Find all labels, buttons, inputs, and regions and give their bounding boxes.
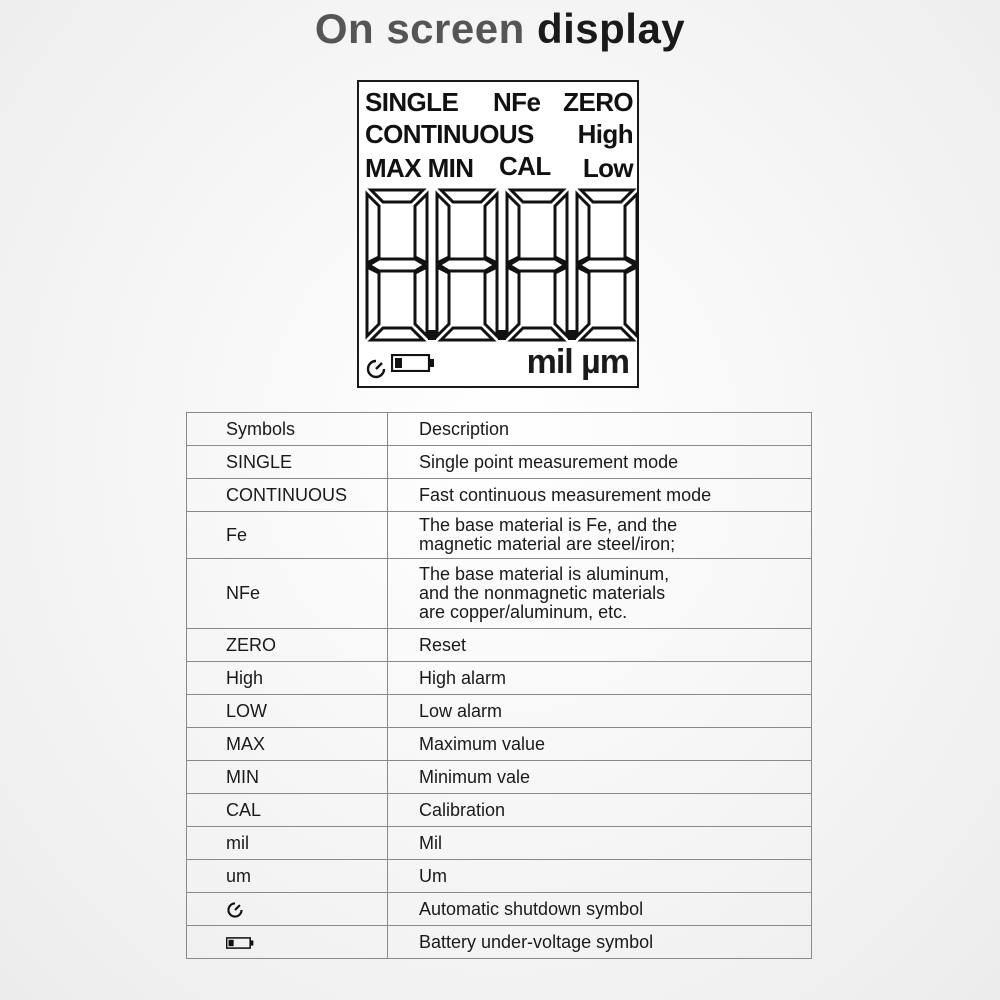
description-line: High alarm	[419, 667, 507, 688]
symbol-cell: LOW	[187, 695, 388, 728]
table-row	[187, 695, 812, 728]
table-row	[187, 512, 812, 559]
description-line: Calibration	[419, 799, 506, 820]
timer-icon	[226, 901, 244, 919]
lcd-zero: ZERO	[563, 87, 633, 117]
timer-icon	[365, 358, 387, 380]
description-line: Reset	[419, 634, 467, 655]
symbols-table	[186, 412, 812, 959]
header-description: Description	[388, 413, 812, 446]
lcd-single: SINGLE	[365, 87, 459, 117]
description-line: The base material is aluminum,	[419, 564, 670, 584]
symbol-cell: Fe	[187, 512, 388, 559]
description-line: Um	[419, 865, 447, 886]
description-line: Fast continuous measurement mode	[419, 484, 712, 505]
description-cell	[388, 860, 812, 893]
lcd-decimal-point	[498, 330, 506, 340]
battery-icon	[391, 354, 435, 372]
description-cell	[388, 695, 812, 728]
description-cell	[388, 926, 812, 959]
description-cell	[388, 662, 812, 695]
description-line: Battery under-voltage symbol	[419, 931, 654, 952]
lcd-seven-segment-digits	[363, 188, 639, 344]
lcd-display	[357, 80, 639, 388]
description-line: Automatic shutdown symbol	[419, 898, 644, 919]
table-row	[187, 761, 812, 794]
description-cell	[388, 629, 812, 662]
lcd-high: High	[577, 119, 633, 149]
table-row	[187, 926, 812, 959]
symbol-cell: MIN	[187, 761, 388, 794]
lcd-continuous: CONTINUOUS	[365, 119, 534, 149]
description-line: Maximum value	[419, 733, 546, 754]
symbol-cell: ZERO	[187, 629, 388, 662]
table-row	[187, 662, 812, 695]
table-header-row	[187, 413, 812, 446]
lcd-units: mil µm	[526, 343, 629, 381]
table-row	[187, 479, 812, 512]
symbol-cell: CONTINUOUS	[187, 479, 388, 512]
table-row	[187, 446, 812, 479]
description-cell	[388, 893, 812, 926]
description-line: Minimum vale	[419, 766, 531, 787]
symbol-cell: um	[187, 860, 388, 893]
lcd-digit	[367, 190, 436, 340]
description-cell	[388, 512, 812, 559]
description-cell	[388, 761, 812, 794]
description-cell	[388, 446, 812, 479]
lcd-digit	[437, 190, 506, 340]
symbol-cell: MAX	[187, 728, 388, 761]
table-row	[187, 860, 812, 893]
table-row	[187, 794, 812, 827]
title-part2: display	[536, 5, 686, 52]
lcd-cal: CAL	[499, 151, 551, 181]
description-cell	[388, 827, 812, 860]
symbol-cell: NFe	[187, 559, 388, 629]
description-line: magnetic material are steel/iron;	[419, 534, 676, 554]
symbol-cell: CAL	[187, 794, 388, 827]
table-row	[187, 893, 812, 926]
lcd-digit	[507, 190, 576, 340]
description-line: Single point measurement mode	[419, 451, 679, 472]
page-title	[0, 4, 1000, 54]
symbol-cell	[187, 926, 388, 959]
description-cell	[388, 479, 812, 512]
description-cell	[388, 559, 812, 629]
description-line: are copper/aluminum, etc.	[419, 602, 628, 622]
symbol-cell	[187, 893, 388, 926]
header-symbols: Symbols	[187, 413, 388, 446]
lcd-max-min: MAX MIN	[365, 153, 474, 183]
symbol-cell: mil	[187, 827, 388, 860]
description-cell	[388, 728, 812, 761]
title-part1: On screen	[314, 5, 525, 52]
description-cell	[388, 794, 812, 827]
description-line: and the nonmagnetic materials	[419, 583, 666, 603]
lcd-digit	[577, 190, 637, 340]
lcd-low: Low	[582, 153, 633, 183]
table-row	[187, 827, 812, 860]
description-line: Mil	[419, 832, 442, 853]
lcd-decimal-point	[568, 330, 576, 340]
table-row	[187, 629, 812, 662]
table-row	[187, 559, 812, 629]
lcd-nfe: NFe	[493, 87, 541, 117]
table-row	[187, 728, 812, 761]
description-line: The base material is Fe, and the	[419, 515, 678, 535]
symbol-cell: High	[187, 662, 388, 695]
description-line: Low alarm	[419, 700, 503, 721]
battery-icon	[226, 936, 254, 950]
symbol-cell: SINGLE	[187, 446, 388, 479]
lcd-decimal-point	[428, 330, 436, 340]
